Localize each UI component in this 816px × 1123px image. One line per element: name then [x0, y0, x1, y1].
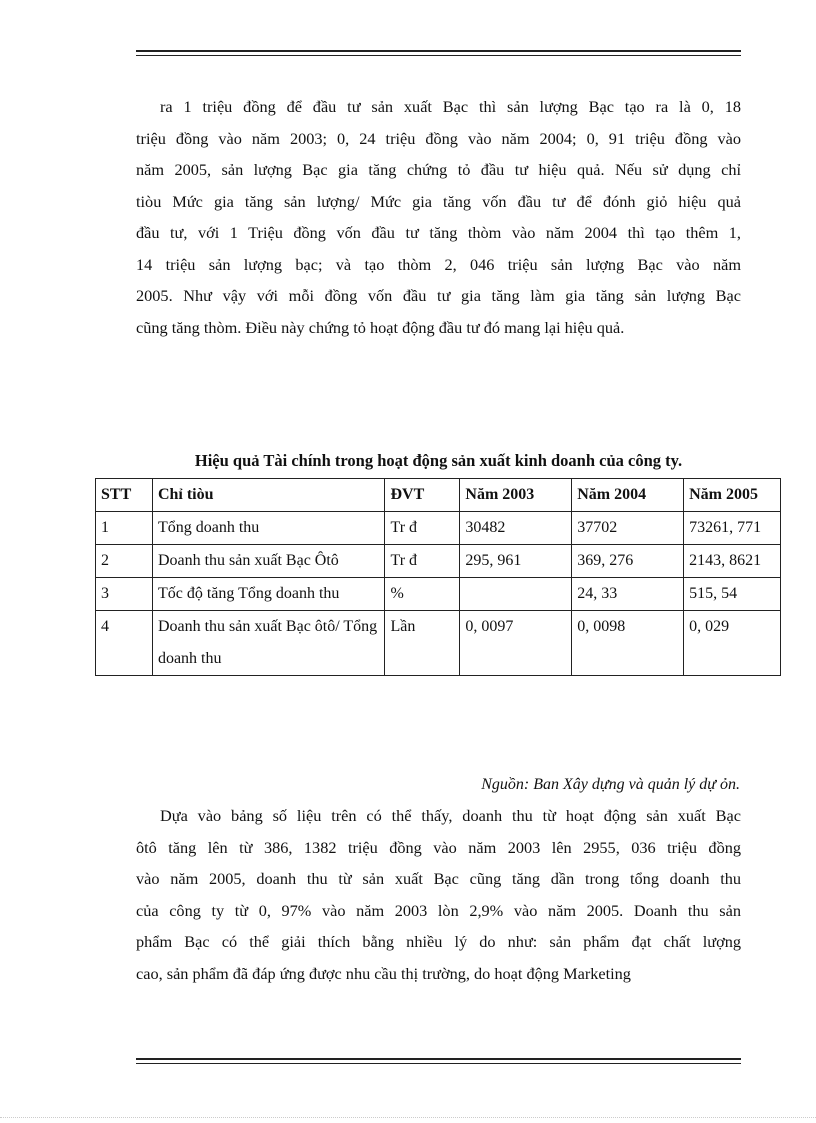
table-cell: Tr đ	[385, 512, 460, 545]
text-line: của công ty từ 0, 97% vào năm 2003 lòn 2,9% vào năm 2005. Doanh thu sản	[136, 900, 741, 920]
text-line: vào năm 2005, doanh thu từ sản xuất Bạc cũng tăng dần trong tổng doanh thu	[136, 869, 741, 888]
table-cell: 369, 276	[572, 545, 684, 578]
table-cell: Lần	[385, 611, 460, 676]
table-row	[96, 512, 781, 545]
table-cell: 37702	[572, 512, 684, 545]
text-line: cao, sản phẩm đã đáp ứng được nhu cầu thị trường, do hoạt động Marketing	[136, 963, 631, 983]
text-line: cũng tăng thòm. Điều này chứng tỏ hoạt động đầu tư đó mang lại hiệu quả.	[136, 317, 625, 337]
header-cell: Năm 2004	[572, 479, 684, 512]
paragraph-2	[136, 800, 741, 989]
table-cell: 30482	[460, 512, 572, 545]
header-cell: ĐVT	[385, 479, 460, 512]
text-line: 14 triệu sản lượng bạc; và tạo thòm 2, 046 triệu sản lượng Bạc vào năm	[136, 254, 741, 274]
table-cell: 295, 961	[460, 545, 572, 578]
text-line: phẩm Bạc có thể giải thích bằng nhiều lý do như: sản phẩm đạt chất lượng	[136, 932, 741, 951]
table-cell: 1	[96, 512, 153, 545]
text-line: triệu đồng vào năm 2003; 0, 24 triệu đồng vào năm 2004; 0, 91 triệu đồng vào	[136, 128, 741, 148]
table-cell: 0, 029	[684, 611, 781, 676]
table-cell: Tốc độ tăng Tổng doanh thu	[152, 578, 385, 611]
table-cell: 0, 0098	[572, 611, 684, 676]
header-cell: STT	[96, 479, 153, 512]
financial-table	[95, 478, 781, 676]
table-row	[96, 545, 781, 578]
table-cell: Tổng doanh thu	[152, 512, 385, 545]
table-cell: 515, 54	[684, 578, 781, 611]
table-cell: 3	[96, 578, 153, 611]
table-row	[96, 578, 781, 611]
table-cell: 4	[96, 611, 153, 676]
table-cell: Doanh thu sản xuất Bạc Ôtô	[152, 545, 385, 578]
page-edge-dots	[0, 1117, 816, 1118]
table-cell: %	[385, 578, 460, 611]
table-cell: 24, 33	[572, 578, 684, 611]
table-caption: Hiệu quả Tài chính trong hoạt động sản xuất kinh doanh của công ty.	[194, 451, 683, 470]
text-line: đầu tư, với 1 Triệu đồng vốn đầu tư tăng thòm vào năm 2004 thì tạo thêm 1,	[136, 223, 741, 242]
source-note: Nguồn: Ban Xây dựng và quản lý dự ỏn.	[481, 776, 740, 793]
table-cell: 2143, 8621	[684, 545, 781, 578]
text-line: năm 2005, sản lượng Bạc gia tăng chứng tỏ đầu tư hiệu quả. Nếu sử dụng chỉ	[136, 160, 741, 179]
text-line: tiòu Mức gia tăng sản lượng/ Mức gia tăng vốn đầu tư để đónh giỏ hiệu quả	[136, 191, 741, 211]
table-cell	[460, 578, 572, 611]
text-line: 2005. Như vậy với mỗi đồng vốn đầu tư gia tăng làm gia tăng sản lượng Bạc	[136, 286, 741, 305]
table-cell: 73261, 771	[684, 512, 781, 545]
text-line: ra 1 triệu đồng để đầu tư sản xuất Bạc thì sản lượng Bạc tạo ra là 0, 18	[160, 97, 741, 116]
header-cell: Năm 2005	[684, 479, 781, 512]
table-header-row	[96, 479, 781, 512]
table-cell: 0, 0097	[460, 611, 572, 676]
text-line: Dựa vào bảng số liệu trên có thể thấy, doanh thu từ hoạt động sản xuất Bạc	[160, 806, 741, 825]
text-line: ôtô tăng lên từ 386, 1382 triệu đồng vào năm 2003 lên 2955, 036 triệu đồng	[136, 837, 741, 857]
footer-rule	[136, 1058, 741, 1064]
header-cell: Năm 2003	[460, 479, 572, 512]
header-cell: Chỉ tiòu	[152, 479, 385, 512]
table-cell: Tr đ	[385, 545, 460, 578]
table-cell: Doanh thu sản xuất Bạc ôtô/ Tổng doanh thu	[152, 611, 385, 676]
paragraph-1	[136, 91, 741, 343]
table-cell: 2	[96, 545, 153, 578]
table-row	[96, 611, 781, 676]
header-rule	[136, 50, 741, 56]
